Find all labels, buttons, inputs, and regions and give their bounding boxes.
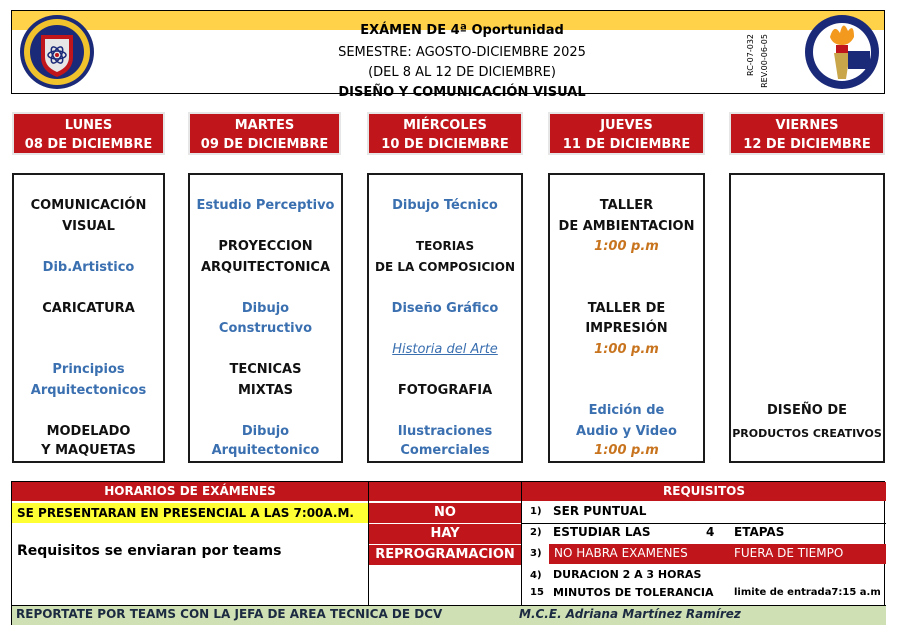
subject: Dibujo: [241, 424, 290, 439]
date-range: (DEL 8 AL 12 DE DICIEMBRE): [368, 65, 556, 80]
divider: [522, 523, 886, 524]
subject: FOTOGRAFIA: [397, 383, 493, 398]
exam-time: 1:00 p.m: [594, 239, 659, 254]
day-name: MIÉRCOLES: [403, 118, 487, 133]
req-text-end: limite de entrada7:15 a.m: [734, 587, 881, 598]
subject: TECNICAS: [229, 362, 302, 377]
day-name: VIERNES: [775, 118, 839, 133]
day-date: 09 DE DICIEMBRE: [200, 137, 329, 152]
day-header-monday: [12, 112, 165, 155]
doc-code-number: RC-07-032: [746, 34, 755, 76]
exam-info-table: [11, 481, 885, 625]
day-header-thursday: [548, 112, 705, 155]
school-torch-logo: [800, 13, 884, 91]
subject: DE AMBIENTACION: [558, 219, 695, 234]
signature-name: M.C.E. Adriana Martínez Ramírez: [519, 607, 741, 621]
teams-note: Requisitos se enviaran por teams: [17, 543, 282, 559]
day-header-tuesday: [188, 112, 341, 155]
subject: PRODUCTOS CREATIVOS: [732, 427, 882, 440]
req-number: 15: [530, 587, 544, 598]
subject: Dibujo Técnico: [392, 198, 498, 213]
req-text: SER PUNTUAL: [553, 504, 647, 518]
schedule-header: HORARIOS DE EXÁMENES: [12, 482, 368, 501]
reprogramacion-label: REPROGRAMACION: [369, 545, 521, 565]
req-text-end: FUERA DE TIEMPO: [734, 546, 844, 560]
friday-column: [729, 173, 885, 463]
day-name: MARTES: [234, 118, 295, 133]
subject: MIXTAS: [237, 383, 294, 398]
tuesday-column: [188, 173, 343, 463]
req-text: DURACION 2 A 3 HORAS: [553, 568, 702, 581]
monday-column: [12, 173, 165, 463]
subject: PROYECCION: [218, 239, 313, 254]
report-note: REPORTATE POR TEAMS CON LA JEFA DE AREA TECNICA DE DCV: [16, 607, 443, 621]
subject: TEORIAS: [415, 239, 475, 253]
hay-label: HAY: [369, 524, 521, 544]
subject: DISEÑO DE: [767, 403, 847, 418]
day-date: 10 DE DICIEMBRE: [381, 137, 509, 152]
subject: Principios: [52, 362, 125, 377]
req-value: 4: [706, 525, 715, 539]
university-seal-logo: [14, 13, 100, 91]
req-text: MINUTOS DE TOLERANCIA: [553, 586, 714, 599]
subject: Diseño Gráfico: [391, 301, 499, 316]
subject: ARQUITECTONICA: [200, 260, 331, 275]
subject: MODELADO: [46, 424, 131, 439]
subject: Ilustraciones: [397, 424, 493, 439]
requisitos-header: REQUISITOS: [522, 482, 886, 501]
subject: TALLER DE: [587, 301, 666, 316]
page-title: EXÁMEN DE 4ª Oportunidad: [360, 23, 564, 38]
subject: Comerciales: [400, 443, 490, 458]
no-label: NO: [369, 503, 521, 523]
subject: DE LA COMPOSICION: [374, 260, 515, 274]
subject: Audio y Video: [576, 424, 677, 439]
req-number: 1): [530, 506, 542, 517]
presencial-note: SE PRESENTARAN EN PRESENCIAL A LAS 7:00A.M.: [12, 503, 368, 523]
document-code: [744, 34, 776, 92]
subject: Arquitectonico: [211, 443, 320, 458]
day-name: LUNES: [64, 118, 113, 133]
day-date: 08 DE DICIEMBRE: [24, 137, 153, 152]
req-text: NO HABRA EXAMENES: [554, 546, 688, 560]
subject: Constructivo: [218, 321, 313, 336]
subject: IMPRESIÓN: [585, 321, 668, 336]
req-number: 2): [530, 527, 542, 538]
semester-label: SEMESTRE: AGOSTO-DICIEMBRE 2025: [338, 45, 586, 60]
subject: CARICATURA: [42, 301, 135, 316]
subject: Arquitectonicos: [30, 383, 147, 398]
doc-revision: REV.00-06-05: [760, 34, 769, 88]
course-title: DISEÑO Y COMUNICACIÓN VISUAL: [338, 85, 586, 100]
subject: COMUNICACIÓN: [30, 198, 147, 213]
subject: VISUAL: [62, 219, 115, 234]
thursday-column: [548, 173, 705, 463]
subject: Y MAQUETAS: [41, 443, 136, 458]
day-name: JUEVES: [600, 118, 653, 133]
subject: Edición de: [588, 403, 665, 418]
subject: TALLER: [599, 198, 654, 213]
exam-time: 1:00 p.m: [594, 342, 659, 357]
day-date: 11 DE DICIEMBRE: [562, 137, 691, 152]
req-text: ESTUDIAR LAS: [553, 525, 651, 539]
exam-time: 1:00 p.m: [594, 443, 659, 458]
day-date: 12 DE DICIEMBRE: [743, 137, 871, 152]
req-number: 4): [530, 570, 542, 581]
middle-header-bar: [369, 482, 521, 501]
subject: Estudio Perceptivo: [196, 198, 335, 213]
subject: Historia del Arte: [392, 342, 498, 357]
req-number: 3): [530, 548, 542, 559]
day-header-friday: [729, 112, 885, 155]
wednesday-column: [367, 173, 523, 463]
subject: Dib.Artistico: [42, 260, 135, 275]
req-text-end: ETAPAS: [734, 525, 785, 539]
subject: Dibujo: [241, 301, 290, 316]
day-header-wednesday: [367, 112, 523, 155]
